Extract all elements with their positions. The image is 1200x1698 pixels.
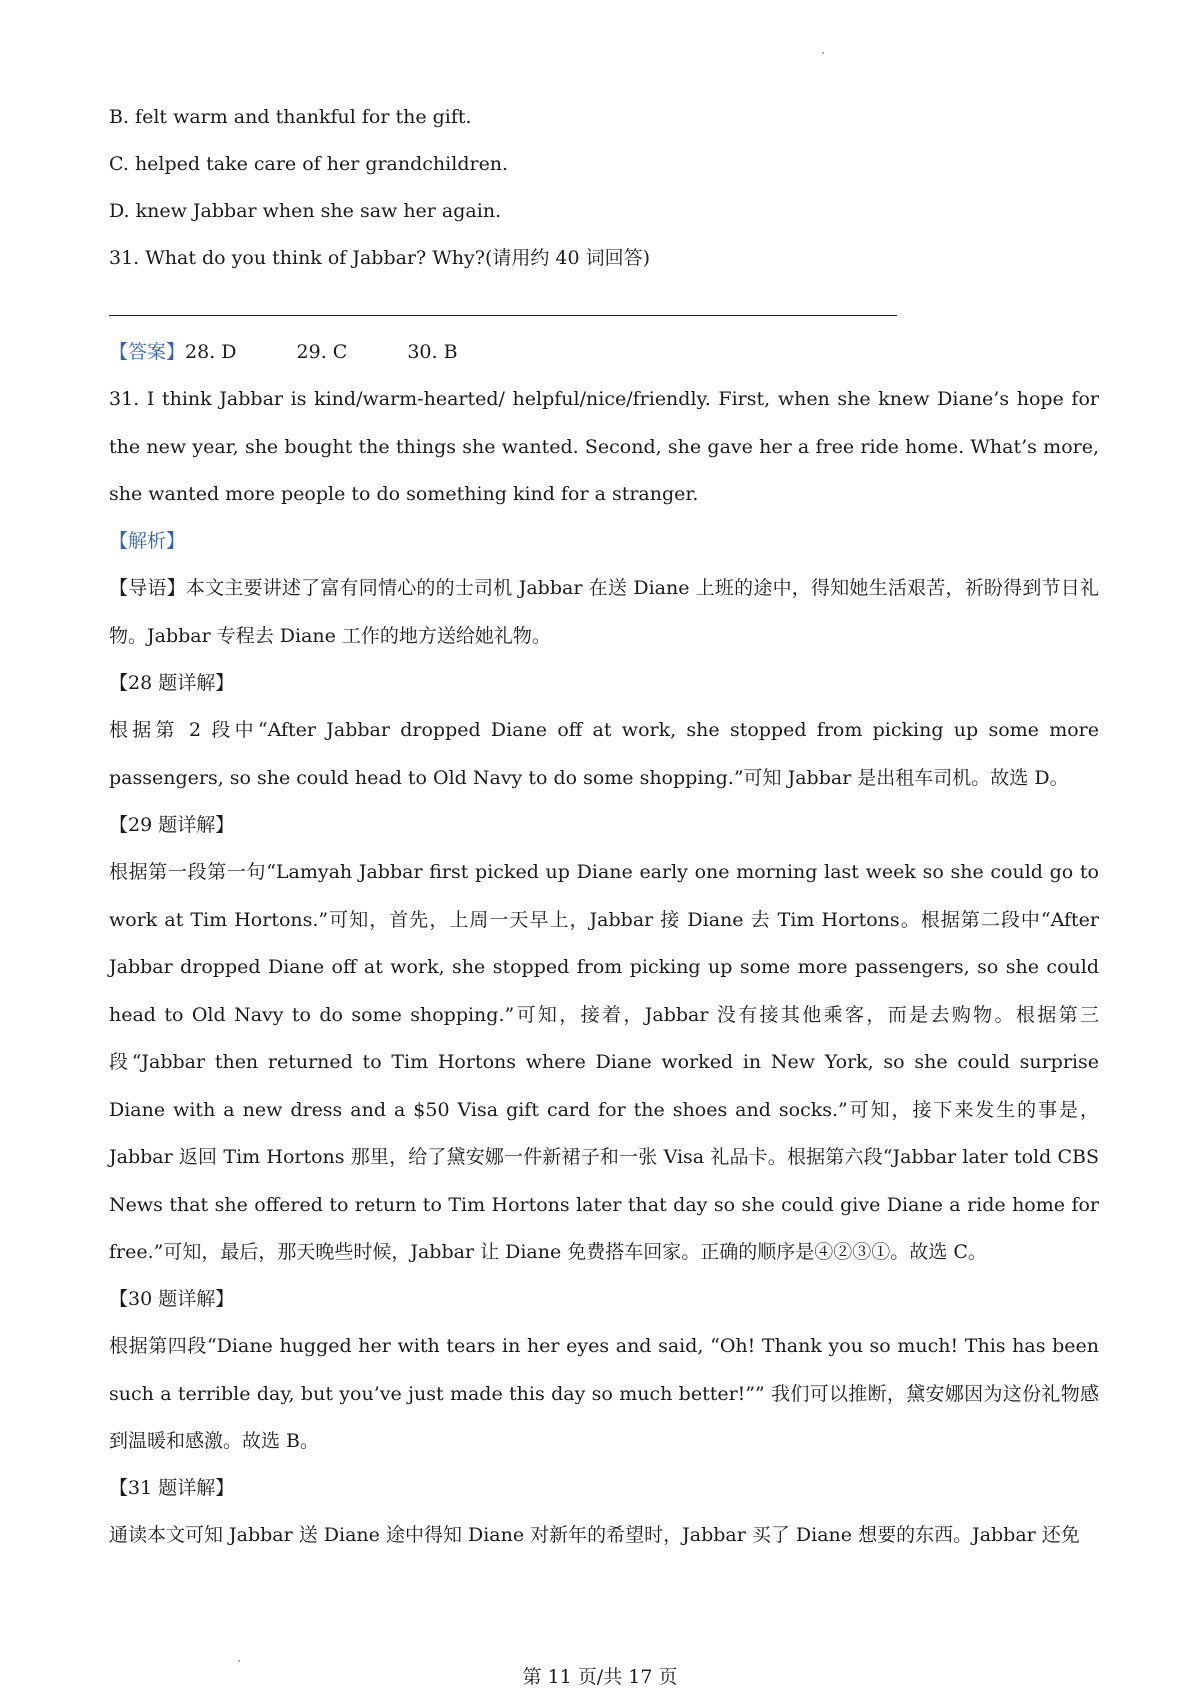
q30-explanation: 根据第四段“Diane hugged her with tears in her eyes and said, “Oh! Thank you so much! This has been such a terrible day, but you’ve just made this day so much better!”” 我们可以推断，黛安娜因为这份礼物感到温暖和感激。故选 B。 [109, 1335, 1099, 1452]
q29-heading: 【29 题详解】 [109, 814, 235, 836]
analysis-label: 【解析】 [109, 530, 186, 552]
answer-label: 【答案】 [109, 341, 186, 363]
option-c: C. helped take care of her grandchildren. [109, 153, 509, 175]
answer-28: 28. D [185, 341, 237, 363]
answer-line [109, 340, 1099, 364]
answer-29: 29. C [296, 341, 348, 363]
answer-31-text: 31. I think Jabbar is kind/warm-hearted/ helpful/nice/friendly. First, when she knew Diane’s hope for the new year, she bought the things she wanted. Second, she gave her a free ride home. What’s more, she wanted more people to do something kind for a stranger. [109, 388, 1099, 505]
page-number: 第 11 页/共 17 页 [522, 1666, 678, 1688]
answer-blank-line [109, 315, 897, 316]
q29-explanation: 根据第一段第一句“Lamyah Jabbar first picked up Diane early one morning last week so she could go to work at Tim Hortons.”可知，首先，上周一天早上，Jabbar 接 Diane 去 Tim Hortons。根据第二段中“After Jabbar dropped Diane off at work, she stopped from picking up some more passengers, so she could head to Old Navy to do some shopping.”可知，接着，Jabbar 没有接其他乘客，而是去购物。根据第三段“Jabbar then returned to Tim Hortons where Diane worked in New York, so she could surprise Diane with a new dress and a $50 Visa gift card for the shoes and socks.”可知，接下来发生的事是，Jabbar 返回 Tim Hortons 那里，给了黛安娜一件新裙子和一张 Visa 礼品卡。根据第六段“Jabbar later told CBS News that she offered to return to Tim Hortons later that day so she could give Diane a ride home for free.”可知，最后，那天晚些时候，Jabbar 让 Diane 免费搭车回家。正确的顺序是④②③①。故选 C。 [109, 861, 1099, 1263]
q28-explanation: 根据第 2 段中“After Jabbar dropped Diane off at work, she stopped from picking up some more passengers, so she could head to Old Navy to do some shopping.”可知 Jabbar 是出租车司机。故选 D。 [109, 719, 1099, 789]
q30-heading: 【30 题详解】 [109, 1288, 235, 1310]
scan-speck [822, 52, 824, 54]
option-b: B. felt warm and thankful for the gift. [109, 106, 472, 128]
q31-explanation: 通读本文可知 Jabbar 送 Diane 途中得知 Diane 对新年的希望时，Jabbar 买了 Diane 想要的东西。Jabbar 还免 [109, 1524, 1080, 1546]
q31-heading: 【31 题详解】 [109, 1477, 235, 1499]
q28-heading: 【28 题详解】 [109, 672, 235, 694]
analysis-intro: 【导语】本文主要讲述了富有同情心的的士司机 Jabbar 在送 Diane 上班的途中，得知她生活艰苦，祈盼得到节日礼物。Jabbar 专程去 Diane 工作的地方送给她礼物。 [109, 577, 1099, 647]
option-d: D. knew Jabbar when she saw her again. [109, 200, 502, 222]
question-31: 31. What do you think of Jabbar? Why?(请用约 40 词回答) [109, 247, 651, 269]
answer-30: 30. B [407, 341, 458, 363]
